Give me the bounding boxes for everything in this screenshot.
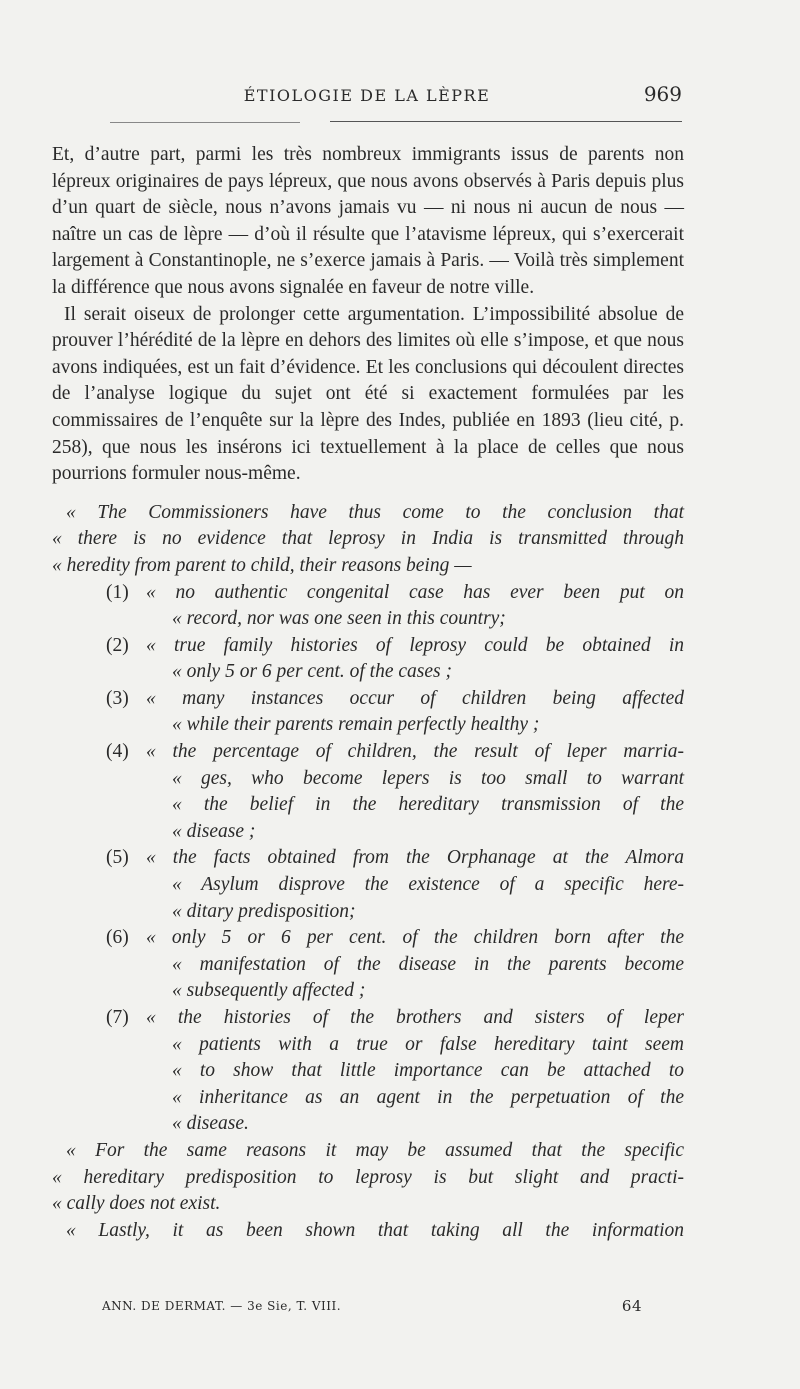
reason-text: « no authentic congenital case has ever been put on — [146, 581, 684, 603]
reason-line — [52, 580, 684, 607]
quote-line: « For the same reasons it may be assumed that the specific — [66, 1139, 684, 1161]
reason-text: « the histories of the brothers and sisters of leper — [146, 1007, 684, 1028]
reason-line — [52, 845, 684, 872]
reason-line: « the belief in the hereditary transmission of the — [172, 794, 684, 816]
english-quotation — [52, 500, 684, 1245]
paragraph: Et, d’autre part, parmi les très nombreux immigrants issus de parents non lépreux originaires de pays lépreux, que nous avons observés à Paris depuis plus d’un quart de siècle, nous n’avons jamais vu — ni nous ni aucun de nous — naître un cas de lèpre — d’où il résulte que l’atavisme lépreux, qui s’exercerait largement à Constantinople, ne s’exerce jamais à Paris. — Voilà très simplement la différence que nous avons signalée en faveur de notre ville. — [52, 144, 684, 298]
reason-line: « inheritance as an agent in the perpetuation of the — [172, 1086, 684, 1108]
reason-line: « only 5 or 6 per cent. of the cases ; — [172, 661, 452, 683]
reason-text: « the facts obtained from the Orphanage at the Almora — [146, 847, 684, 869]
reason-line — [52, 739, 684, 766]
reason-line — [52, 633, 684, 660]
reason-line — [52, 925, 684, 952]
quote-line: « Lastly, it as been shown that taking all the information — [66, 1219, 684, 1241]
reason-number: (3) — [106, 687, 129, 709]
quote-line: « hereditary predisposition to leprosy is but slight and practi- — [52, 1166, 684, 1188]
reason-line — [52, 686, 684, 713]
header-rule — [330, 121, 682, 122]
reason-line: « record, nor was one seen in this country; — [172, 608, 506, 630]
reason-line — [52, 1005, 684, 1032]
reason-line: « subsequently affected ; — [172, 980, 366, 1002]
reason-number: (6) — [106, 927, 129, 949]
reason-text: « only 5 or 6 per cent. of the children born after the — [146, 927, 684, 949]
header-rule-left — [110, 122, 300, 123]
running-title: ÉTIOLOGIE DE LA LÈPRE — [243, 86, 491, 105]
quote-line: « The Commissioners have thus come to the conclusion that — [66, 501, 684, 523]
reason-number: (5) — [106, 847, 129, 869]
running-header — [52, 82, 682, 112]
reason-number: (1) — [106, 581, 129, 603]
quote-line: « there is no evidence that leprosy in India is transmitted through — [52, 528, 684, 550]
reason-number: (4) — [106, 741, 129, 763]
reason-line: « ges, who become lepers is too small to warrant — [172, 767, 684, 789]
footer-citation: ANN. DE DERMAT. — 3e Sie, T. VIII. — [102, 1299, 342, 1313]
footer — [102, 1297, 642, 1317]
reason-text: « the percentage of children, the result of leper marria- — [146, 741, 684, 763]
quote-line: « heredity from parent to child, their reasons being — — [52, 554, 472, 576]
reason-line: « Asylum disprove the existence of a specific here- — [172, 874, 684, 896]
reason-line: « disease ; — [172, 820, 256, 842]
reason-line: « while their parents remain perfectly healthy ; — [172, 714, 540, 736]
paragraph: Il serait oiseux de prolonger cette argumentation. L’impossibilité absolue de prouver l’hérédité de la lèpre en dehors des limites où elle s’impose, et que nous avons indiquées, est un fait d’évidence. Et les conclusions qui découlent directes de l’analyse logique du sujet ont été si exactement formulées par les commissaires de l’enquête sur la lèpre des Indes, publiée en 1893 (lieu cité, p. 258), que nous les insérons ici textuellement à la place de celles que nous pourrions formuler nous-même. — [52, 303, 684, 485]
reason-line: « ditary predisposition; — [172, 900, 356, 922]
reasons-list — [52, 580, 684, 1138]
body-text — [52, 142, 684, 1244]
reason-text: « many instances occur of children being affected — [146, 687, 684, 709]
reason-number: (7) — [106, 1007, 129, 1028]
quote-line: « cally does not exist. — [52, 1193, 221, 1215]
reason-line: « patients with a true or false hereditary taint seem — [172, 1033, 684, 1055]
signature-mark: 64 — [621, 1297, 642, 1315]
reason-number: (2) — [106, 634, 129, 656]
reason-text: « true family histories of leprosy could be obtained in — [146, 634, 684, 656]
reason-line: « manifestation of the disease in the parents become — [172, 953, 684, 975]
page-number: 969 — [643, 82, 682, 106]
reason-line: « to show that little importance can be attached to — [172, 1060, 684, 1082]
reason-line: « disease. — [172, 1113, 249, 1135]
